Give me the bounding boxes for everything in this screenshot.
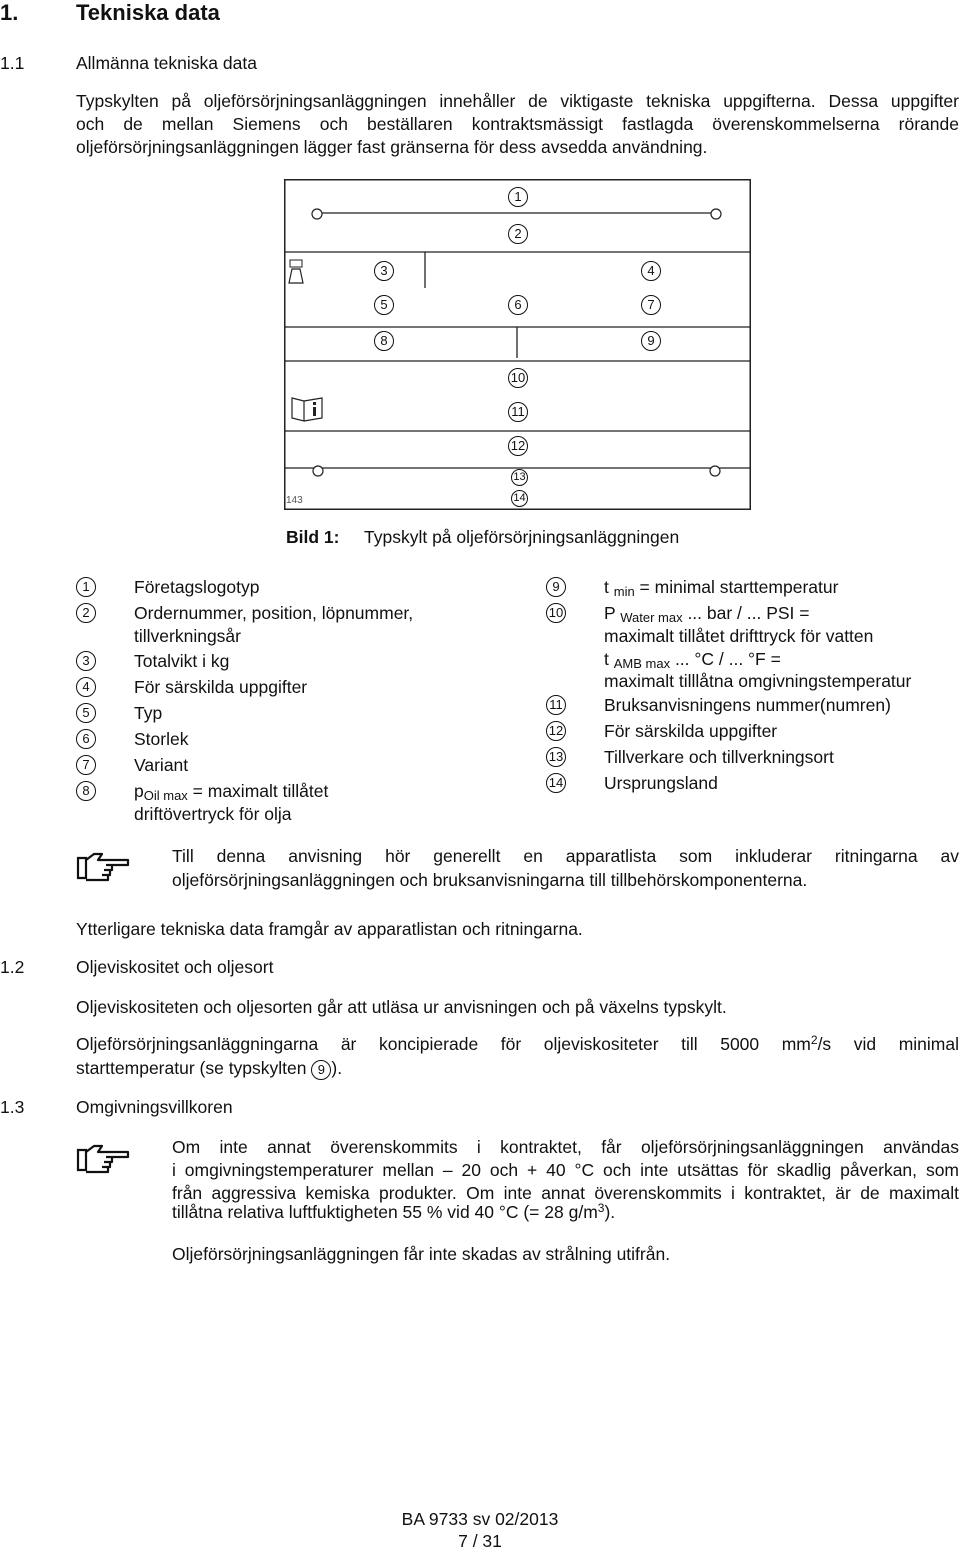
figure-caption-text: Typskylt på oljeförsörjningsanläggningen bbox=[364, 527, 680, 547]
note-line: oljeförsörjningsanläggningen och bruksanvisningarna till tillbehörskomponenterna. bbox=[172, 870, 808, 890]
legend-text-post: ... °C / ... °F = bbox=[670, 649, 781, 669]
plate-mark: 11 bbox=[508, 402, 528, 422]
pointing-hand-icon bbox=[76, 1142, 134, 1176]
legend-text: För särskilda uppgifter bbox=[134, 677, 308, 697]
legend-text: Ursprungsland bbox=[604, 773, 718, 793]
legend-number: 14 bbox=[546, 773, 566, 793]
plate-mark: 8 bbox=[374, 331, 394, 351]
paragraph-line bbox=[76, 1033, 959, 1056]
manual-info-icon bbox=[292, 398, 322, 421]
chapter-title: Tekniska data bbox=[76, 0, 220, 25]
legend-number: 10 bbox=[546, 603, 566, 623]
plate-mark: 9 bbox=[641, 331, 661, 351]
legend-subscript: Oil max bbox=[143, 788, 188, 803]
text: tillåtna relativa luftfuktigheten 55 % vid 40 °C (= 28 g/m bbox=[172, 1202, 598, 1222]
text: starttemperatur (se typskylten bbox=[76, 1058, 312, 1078]
legend-number: 1 bbox=[76, 577, 96, 597]
plate-mark: 3 bbox=[374, 261, 394, 281]
legend-number: 4 bbox=[76, 677, 96, 697]
legend-text-pre: p bbox=[134, 781, 144, 801]
text: Oljeförsörjningsanläggningarna är koncipierade för oljeviskositeter till 5000 mm bbox=[76, 1034, 811, 1054]
intro-line: Typskylten på oljeförsörjningsanläggningen innehåller de viktigaste tekniska uppgifterna. Dessa uppgifter bbox=[76, 91, 959, 111]
section-title: Allmänna tekniska data bbox=[76, 53, 257, 73]
legend-text-pre: t bbox=[604, 649, 614, 669]
superscript: 3 bbox=[597, 1201, 605, 1215]
legend-number: 5 bbox=[76, 703, 96, 723]
section-number: 1.2 bbox=[0, 957, 25, 977]
legend-text-continued: maximalt tilllåtna omgivningstemperatur bbox=[604, 671, 912, 691]
legend-text-post: = minimal starttemperatur bbox=[634, 577, 839, 597]
legend-text: Tillverkare och tillverkningsort bbox=[604, 747, 834, 767]
legend-text-continued: tillverkningsår bbox=[134, 626, 241, 646]
legend-text-post: = maximalt tillåtet bbox=[187, 781, 329, 801]
type-plate-figure bbox=[284, 179, 751, 510]
footer-document-id: BA 9733 sv 02/2013 bbox=[401, 1509, 559, 1529]
legend-number: 12 bbox=[546, 721, 566, 741]
paragraph-line bbox=[76, 1057, 959, 1080]
plate-mark: 2 bbox=[508, 224, 528, 244]
section-number: 1.3 bbox=[0, 1097, 25, 1117]
legend-text: För särskilda uppgifter bbox=[604, 721, 778, 741]
weight-icon bbox=[289, 260, 303, 283]
legend-text: Totalvikt i kg bbox=[134, 651, 230, 671]
legend-text-post: ... bar / ... PSI = bbox=[682, 603, 810, 623]
paragraph: Ytterligare tekniska data framgår av apparatlistan och ritningarna. bbox=[76, 919, 583, 939]
note-line: i omgivningstemperaturer mellan – 20 och + 40 °C och inte utsättas för skadlig påverkan, som bbox=[172, 1160, 959, 1180]
legend-number: 8 bbox=[76, 781, 96, 801]
pointing-hand-icon bbox=[76, 850, 134, 884]
plate-mark: 13 bbox=[511, 469, 528, 486]
legend-subscript: min bbox=[613, 584, 635, 599]
legend-number: 11 bbox=[546, 695, 566, 715]
section-number: 1.1 bbox=[0, 53, 25, 73]
note-line: från aggressiva kemiska produkter. Om inte annat överenskommits i kontraktet, är de maximalt bbox=[172, 1183, 959, 1203]
legend-number: 7 bbox=[76, 755, 96, 775]
intro-line: oljeförsörjningsanläggningen lägger fast gränserna för dess avsedda användning. bbox=[76, 137, 708, 157]
legend-text: Variant bbox=[134, 755, 189, 775]
text: ). bbox=[331, 1058, 343, 1078]
superscript: 2 bbox=[810, 1033, 818, 1047]
footer-page-number: 7 / 31 bbox=[458, 1531, 502, 1551]
legend-text: Storlek bbox=[134, 729, 189, 749]
legend-text: Ordernummer, position, löpnummer, bbox=[134, 603, 414, 623]
legend-subscript: AMB max bbox=[613, 656, 671, 671]
note-line: Till denna anvisning hör generellt en apparatlista som inkluderar ritningarna av bbox=[172, 846, 959, 866]
legend-text bbox=[604, 576, 838, 603]
legend-number: 9 bbox=[546, 577, 566, 597]
legend-number: 13 bbox=[546, 747, 566, 767]
legend-text-pre: t bbox=[604, 577, 614, 597]
section-title: Oljeviskositet och oljesort bbox=[76, 957, 274, 977]
plate-corner-code: 143 bbox=[286, 495, 303, 506]
legend-number: 3 bbox=[76, 651, 96, 671]
legend-text-continued: driftövertryck för olja bbox=[134, 804, 292, 824]
legend-text-pre: P bbox=[604, 603, 621, 623]
paragraph: Oljeviskositeten och oljesorten går att utläsa ur anvisningen och på växelns typskylt. bbox=[76, 997, 727, 1017]
legend-text: Typ bbox=[134, 703, 163, 723]
chapter-number: 1. bbox=[0, 0, 19, 25]
figure-caption-label: Bild 1: bbox=[286, 527, 340, 547]
legend-text: Bruksanvisningens nummer(numren) bbox=[604, 695, 891, 715]
plate-mark: 14 bbox=[511, 490, 528, 507]
legend-subscript: Water max bbox=[620, 610, 683, 625]
inline-mark: 9 bbox=[311, 1060, 331, 1080]
plate-mark: 5 bbox=[374, 295, 394, 315]
legend-text-continued: maximalt tillåtet drifttryck för vatten bbox=[604, 626, 874, 646]
note-line: Om inte annat överenskommits i kontraktet, får oljeförsörjningsanläggningen användas bbox=[172, 1137, 959, 1157]
section-title: Omgivningsvillkoren bbox=[76, 1097, 233, 1117]
legend-number: 6 bbox=[76, 729, 96, 749]
plate-mark: 1 bbox=[508, 187, 528, 207]
intro-line: och de mellan Siemens och beställaren kontraktsmässigt fastlagda överenskommelserna rörande bbox=[76, 114, 959, 134]
paragraph: Oljeförsörjningsanläggningen får inte skadas av strålning utifrån. bbox=[172, 1244, 671, 1264]
plate-mark: 7 bbox=[641, 295, 661, 315]
note-line bbox=[172, 1202, 615, 1223]
plate-mark: 6 bbox=[508, 295, 528, 315]
plate-mark: 12 bbox=[508, 436, 528, 456]
text: /s vid minimal bbox=[817, 1034, 959, 1054]
legend-number: 2 bbox=[76, 603, 96, 623]
plate-mark: 10 bbox=[508, 368, 528, 388]
text: ). bbox=[604, 1202, 616, 1222]
plate-mark: 4 bbox=[641, 261, 661, 281]
legend-text: Företagslogotyp bbox=[134, 577, 260, 597]
